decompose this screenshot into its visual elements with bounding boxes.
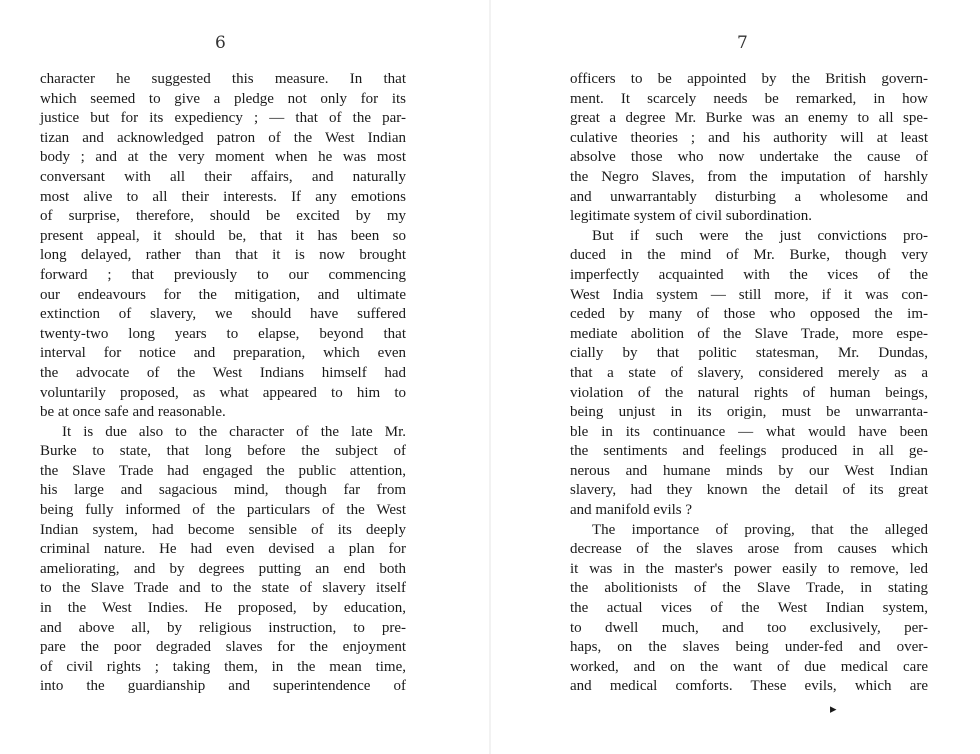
text-line: body ; and at the very moment when he was most xyxy=(40,149,406,166)
text-line: Indian system, had become sensible of its deeply xyxy=(40,521,406,538)
text-line: It is due also to the character of the late Mr. xyxy=(62,423,406,440)
text-line: interval for notice and preparation, which even xyxy=(40,345,406,362)
text-line: in the West Indies. He proposed, by education, xyxy=(40,600,406,617)
text-line: the sentiments and feelings produced in all ge- xyxy=(570,443,928,460)
text-line: most alive to all their interests. If any emotions xyxy=(40,188,406,205)
text-line: it was in the master's power easily to remove, led xyxy=(570,560,928,577)
text-line: imperfectly acquainted with the vices of the xyxy=(570,266,928,283)
text-line: justice but for its expediency ; — that of the par- xyxy=(40,110,406,127)
text-line: the Negro Slaves, from the imputation of harshly xyxy=(570,168,928,185)
text-line: the actual vices of the West Indian system, xyxy=(570,600,928,617)
text-line: present appeal, it should be, that it has been so xyxy=(40,227,406,244)
text-line: long delayed, rather than that it is now brought xyxy=(40,247,406,264)
text-line: ceded by many of those who opposed the im- xyxy=(570,306,928,323)
text-line: his large and sagacious mind, though far from xyxy=(40,482,406,499)
text-line: ble in its continuance — what would have been xyxy=(570,423,928,440)
text-line: violation of the natural rights of human beings, xyxy=(570,384,928,401)
right-page-number: 7 xyxy=(737,33,748,53)
right-page-text xyxy=(570,70,928,697)
text-line: officers to be appointed by the British govern- xyxy=(570,71,928,87)
left-page-text xyxy=(40,70,406,697)
text-line: being fully informed of the particulars of the West xyxy=(40,502,406,519)
text-line: of civil rights ; taking them, in the mean time, xyxy=(40,658,406,675)
text-line: culative theories ; and his authority will at least xyxy=(570,129,928,146)
text-line: pare the poor degraded slaves for the enjoyment xyxy=(40,639,406,656)
text-line: cially by that politic statesman, Mr. Dundas, xyxy=(570,345,928,362)
text-line: and medical comforts. These evils, which are xyxy=(570,678,928,695)
text-line: being unjust in its origin, must be unwarranta- xyxy=(570,404,928,421)
catchword-mark: ▸ xyxy=(830,702,837,717)
text-line: forward ; that previously to our commencing xyxy=(40,266,406,283)
text-line: West India system — still more, if it was con- xyxy=(570,286,928,303)
text-line: the Slave Trade had engaged the public attention, xyxy=(40,462,406,479)
text-line: haps, on the slaves being under-fed and over- xyxy=(570,639,928,656)
text-line: extinction of slavery, we should have suffered xyxy=(40,306,406,323)
text-line: voluntarily proposed, as what appeared to him to xyxy=(40,384,406,401)
text-line: duced in the mind of Mr. Burke, though very xyxy=(570,247,928,264)
text-line: The importance of proving, that the alleged xyxy=(592,521,928,538)
text-line: conversant with all their affairs, and naturally xyxy=(40,168,406,185)
text-line: decrease of the slaves arose from causes which xyxy=(570,541,928,558)
text-line: that a state of slavery, considered merely as a xyxy=(570,364,928,381)
text-line: which seemed to give a pledge not only for its xyxy=(40,90,406,107)
text-line: the advocate of the West Indians himself had xyxy=(40,364,406,381)
text-line: character he suggested this measure. In that xyxy=(40,71,406,87)
text-line: legitimate system of civil subordination. xyxy=(570,208,813,225)
text-line: tizan and acknowledged patron of the West Indian xyxy=(40,129,406,146)
text-line: into the guardianship and superintendence of xyxy=(40,678,406,695)
text-line: of surprise, therefore, should be excited by my xyxy=(40,208,406,225)
text-line: Burke to state, that long before the subject of xyxy=(40,443,406,460)
text-line: ameliorating, and by degrees putting an end both xyxy=(40,560,406,577)
text-line: to dwell much, and too exclusively, per- xyxy=(570,619,928,636)
left-page-number: 6 xyxy=(215,33,226,53)
text-line: mediate abolition of the Slave Trade, more espe- xyxy=(570,325,928,342)
text-line: and manifold evils ? xyxy=(570,502,693,519)
text-line: our endeavours for the mitigation, and ultimate xyxy=(40,286,406,303)
text-line: worked, and on the want of due medical care xyxy=(570,658,928,675)
text-line: absolve those who now undertake the cause of xyxy=(570,149,928,166)
text-line: be at once safe and reasonable. xyxy=(40,404,226,421)
text-line: ment. It scarcely needs be remarked, in how xyxy=(570,90,928,107)
text-line: But if such were the just convictions pro- xyxy=(592,227,928,244)
right-page xyxy=(490,0,980,754)
text-line: and above all, by religious instruction, to pre- xyxy=(40,619,406,636)
text-line: slavery, had they known the detail of its great xyxy=(570,482,928,499)
text-line: great a degree Mr. Burke was an enemy to all spe- xyxy=(570,110,928,127)
text-line: to the Slave Trade and to the state of slavery itself xyxy=(40,580,406,597)
text-line: the abolitionists of the Slave Trade, in stating xyxy=(570,580,928,597)
text-line: criminal nature. He had even devised a plan for xyxy=(40,541,406,558)
text-line: nerous and humane minds by our West Indian xyxy=(570,462,928,479)
text-line: and unwarrantably disturbing a wholesome and xyxy=(570,188,928,205)
text-line: twenty-two long years to elapse, beyond that xyxy=(40,325,406,342)
